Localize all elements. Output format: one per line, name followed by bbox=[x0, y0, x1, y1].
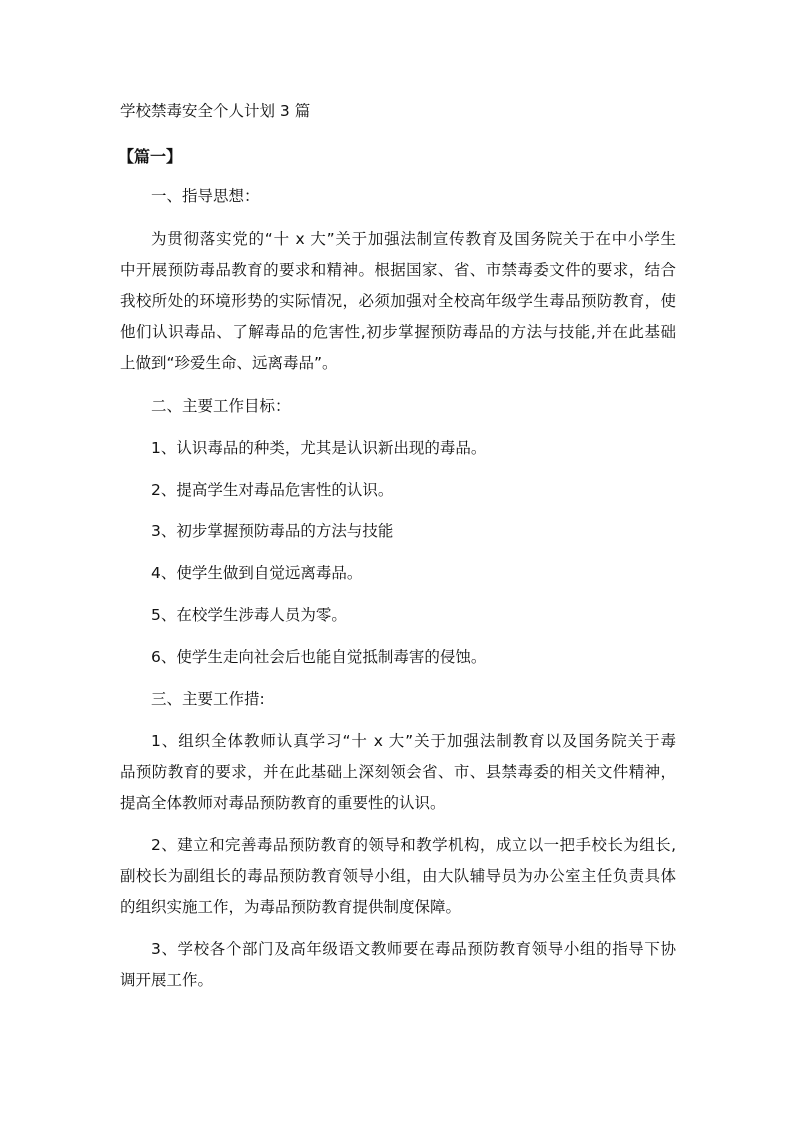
paragraph-line: 1、组织全体教师认真学习“十 x 大”关于加强法制教育以及国务院关于毒 bbox=[151, 732, 676, 750]
list-item: 2、提高学生对毒品危害性的认识。 bbox=[151, 481, 394, 499]
paragraph-line: 的组织实施工作，为毒品预防教育提供制度保障。 bbox=[120, 898, 462, 916]
paragraph-line: 品预防教育的要求，并在此基础上深刻领会省、市、县禁毒委的相关文件精神， bbox=[120, 763, 676, 781]
paragraph-line: 上做到“珍爱生命、远离毒品”。 bbox=[120, 354, 338, 372]
paragraph-line: 我校所处的环境形势的实际情况，必须加强对全校高年级学生毒品预防教育，使 bbox=[120, 292, 676, 310]
list-item: 6、使学生走向社会后也能自觉抵制毒害的侵蚀。 bbox=[151, 648, 487, 666]
document-title: 学校禁毒安全个人计划 3 篇 bbox=[120, 102, 311, 120]
paragraph-line: 他们认识毒品、了解毒品的危害性,初步掌握预防毒品的方法与技能,并在此基础 bbox=[120, 323, 676, 341]
paragraph-line: 副校长为副组长的毒品预防教育领导小组，由大队辅导员为办公室主任负责具体 bbox=[120, 867, 676, 885]
paragraph-line: 为贯彻落实党的“十 x 大”关于加强法制宣传教育及国务院关于在中小学生 bbox=[151, 230, 676, 248]
paragraph-line: 提高全体教师对毒品预防教育的重要性的认识。 bbox=[120, 794, 446, 812]
list-item: 5、在校学生涉毒人员为零。 bbox=[151, 606, 347, 624]
paragraph-line: 调开展工作。 bbox=[120, 971, 214, 989]
section-heading: 【篇一】 bbox=[118, 147, 183, 166]
list-item: 4、使学生做到自觉远离毒品。 bbox=[151, 564, 363, 582]
paragraph-line: 2、建立和完善毒品预防教育的领导和教学机构，成立以一把手校长为组长, bbox=[151, 836, 676, 854]
paragraph-line: 中开展预防毒品教育的要求和精神。根据国家、省、市禁毒委文件的要求，结合 bbox=[120, 261, 676, 279]
paragraph-line: 3、学校各个部门及高年级语文教师要在毒品预防教育领导小组的指导下协 bbox=[151, 940, 676, 958]
heading-main-measures: 三、主要工作措: bbox=[151, 690, 265, 708]
heading-guiding-ideology: 一、指导思想： bbox=[151, 187, 260, 205]
list-item: 3、初步掌握预防毒品的方法与技能 bbox=[151, 522, 394, 540]
heading-main-goals: 二、主要工作目标： bbox=[151, 397, 291, 415]
list-item: 1、认识毒品的种类，尤其是认识新出现的毒品。 bbox=[151, 439, 487, 457]
